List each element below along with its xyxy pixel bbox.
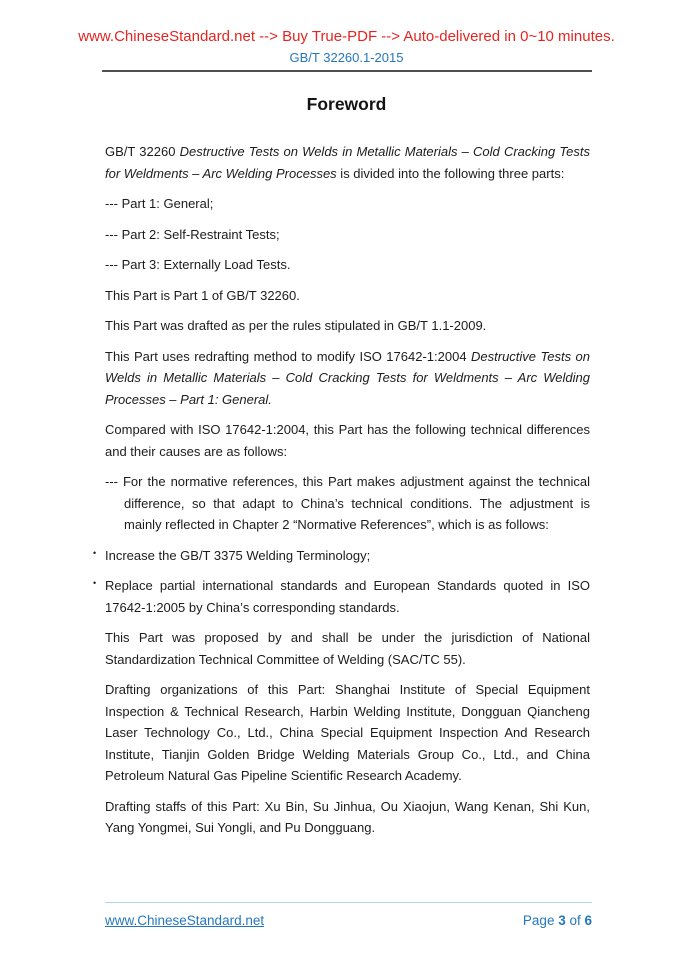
- redraft-standard-title: Destructive Tests on Welds in Metallic Materials – Cold Cracking Tests for Weldments – Arc Welding Processes – Part 1: General.: [105, 348, 590, 407]
- page-indicator: [523, 913, 592, 928]
- normative-dash-item: --- For the normative references, this Part makes adjustment against the technical difference, so that adapt to China’s technical conditions. The adjustment is mainly reflected in Chapter 2 “Normative References”, which is as follows:: [105, 474, 590, 532]
- proposed-paragraph: This Part was proposed by and shall be under the jurisdiction of National Standardization Technical Committee of Welding (SAC/TC 55).: [105, 630, 590, 667]
- footer-site-link[interactable]: www.ChineseStandard.net: [105, 913, 265, 928]
- of-label: of: [565, 913, 585, 928]
- compared-paragraph: Compared with ISO 17642-1:2004, this Part has the following technical differences and their causes are as follows:: [105, 422, 590, 459]
- page-footer: [105, 902, 592, 928]
- bullet-text-2: Replace partial international standards and European Standards quoted in ISO 17642-1:2005 by China’s corresponding standards.: [105, 578, 590, 615]
- intro-pre: GB/T 32260: [105, 144, 180, 159]
- part-list-item-3: --- Part 3: Externally Load Tests.: [105, 257, 291, 272]
- document-body: [93, 141, 590, 839]
- drafting-orgs-paragraph: Drafting organizations of this Part: Shanghai Institute of Special Equipment Inspection & Technical Research, Harbin Welding Institute, Dongguan Qiancheng Laser Technology Co., Ltd., China Special Equipment Inspection And Research Institute, Tianjin Golden Bridge Welding Materials Group Co., Ltd., and China Petroleum Natural Gas Pipeline Scientific Research Academy.: [105, 682, 590, 783]
- intro-paragraph: [105, 141, 590, 184]
- intro-standard-title: Destructive Tests on Welds in Metallic Materials – Cold Cracking Tests for Weldments – Arc Welding Processes: [105, 144, 590, 181]
- redraft-pre: This Part uses redrafting method to modify ISO 17642-1:2004: [105, 348, 472, 364]
- header-divider: [102, 70, 592, 72]
- part-list-item-1: --- Part 1: General;: [105, 196, 214, 211]
- bullet-text-1: Increase the GB/T 3375 Welding Terminology;: [105, 547, 371, 563]
- drafting-staffs-paragraph: Drafting staffs of this Part: Xu Bin, Su Jinhua, Ou Xiaojun, Wang Kenan, Shi Kun, Yang Yongmei, Sui Yongli, and Pu Dongguang.: [105, 798, 590, 835]
- intro-post: is divided into the following three parts:: [336, 165, 565, 181]
- bullet-icon: •: [93, 578, 97, 588]
- part-list-item-2: --- Part 2: Self-Restraint Tests;: [105, 226, 280, 242]
- bullet-icon: •: [93, 547, 97, 558]
- promo-banner: www.ChineseStandard.net --> Buy True-PDF --> Auto-delivered in 0~10 minutes.: [78, 28, 615, 45]
- page-total: 6: [584, 913, 592, 928]
- drafted-paragraph: This Part was drafted as per the rules stipulated in GB/T 1.1-2009.: [105, 318, 487, 333]
- redraft-paragraph: [105, 346, 590, 411]
- page-label: Page: [522, 913, 559, 928]
- bullet-item-1: [93, 545, 590, 567]
- bullet-item-2: [93, 575, 590, 618]
- page-title: Foreword: [306, 94, 387, 114]
- page-number: 3: [558, 913, 566, 928]
- part-of-paragraph: This Part is Part 1 of GB/T 32260.: [105, 287, 300, 303]
- standard-code: GB/T 32260.1-2015: [289, 50, 404, 65]
